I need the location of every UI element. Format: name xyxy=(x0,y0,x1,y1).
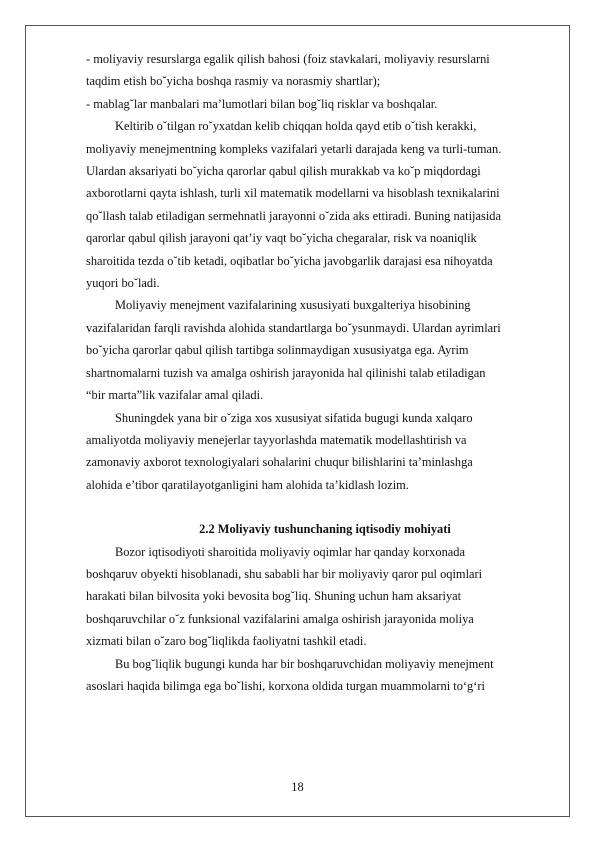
text-line: shartnomalarni tuzish va amalga oshirish jarayonida hal qilinishi talab etiladigan xyxy=(86,365,486,380)
text-line: Bu bog˘liqlik bugungi kunda har bir boshqaruvchidan moliyaviy menejment xyxy=(115,656,494,671)
text-line: moliyaviy menejmentning kompleks vazifalari yetarli darajada keng va turli-tuman. xyxy=(86,141,502,156)
text-line: alohida e’tibor qaratilayotganligini ham alohida ta’kidlash lozim. xyxy=(86,477,409,492)
page-number: 18 xyxy=(291,780,304,794)
text-line: qarorlar qabul qilish jarayoni qat’iy vaqt bo˘yicha chegaralar, risk va noaniqlik xyxy=(86,231,477,246)
text-line: sharoitida tezda o˘tib ketadi, oqibatlar bo˘yicha javobgarlik darajasi esa nihoyatda xyxy=(86,253,493,268)
text-line: vazifalaridan farqli ravishda alohida standartlarga bo˘ysunmaydi. Ulardan ayrimlari xyxy=(86,320,501,335)
text-line: Ulardan aksariyati bo˘yicha qarorlar qabul qilish murakkab va ko˘p miqdordagi xyxy=(86,164,481,179)
text-line: Bozor iqtisodiyoti sharoitida moliyaviy oqimlar har qanday korxonada xyxy=(115,544,465,559)
text-line: boshqaruv obyekti hisoblanadi, shu sababli har bir moliyaviy qaror pul oqimlari xyxy=(86,566,483,581)
text-line: “bir marta”lik vazifalar amal qiladi. xyxy=(86,388,264,403)
document-body xyxy=(86,48,554,697)
text-line: boshqaruvchilar o˘z funksional vazifalarini amalga oshirish jarayonida moliya xyxy=(86,611,474,626)
text-line: Keltirib o˘tilgan ro˘yxatdan kelib chiqqan holda qayd etib o˘tish kerakki, xyxy=(115,119,477,134)
text-line: taqdim etish bo˘yicha boshqa rasmiy va norasmiy shartlar); xyxy=(86,74,381,89)
text-line: Moliyaviy menejment vazifalarining xususiyati buxgalteriya hisobining xyxy=(115,298,471,313)
text-line: qo˘llash talab etiladigan sermehnatli jarayonni o˘zida aks ettiradi. Buning natijasida xyxy=(86,208,501,223)
text-line: xizmati bilan o˘zaro bog˘liqlikda faoliyatni tashkil etadi. xyxy=(86,634,367,649)
text-line: axborotlarni qayta ishlash, turli xil matematik modellarni va hisoblash texnikalarini xyxy=(86,186,500,201)
text-line: - moliyaviy resurslarga egalik qilish bahosi (foiz stavkalari, moliyaviy resurslarni xyxy=(86,52,490,66)
text-line: bo˘yicha qarorlar qabul qilish tartibga solinmaydigan xususiyatga ega. Ayrim xyxy=(86,343,469,358)
text-line: harakati bilan bilvosita yoki bevosita bog˘liq. Shuning uchun ham aksariyat xyxy=(86,589,462,604)
text-line: - mablag˘lar manbalari ma’lumotlari bilan bog˘liq risklar va boshqalar. xyxy=(86,96,438,111)
text-line: zamonaviy axborot texnologiyalari sohalarini chuqur bilishlarini ta’minlashga xyxy=(86,455,473,470)
section-heading: 2.2 Moliyaviy tushunchaning iqtisodiy mohiyati xyxy=(199,522,451,537)
text-line: yuqori bo˘ladi. xyxy=(86,276,160,291)
text-line: amaliyotda moliyaviy menejerlar tayyorlashda matematik modellashtirish va xyxy=(86,432,467,447)
text-line: Shuningdek yana bir o˘ziga xos xususiyat sifatida bugugi kunda xalqaro xyxy=(115,410,473,425)
text-line: asoslari haqida bilimga ega bo˘lishi, korxona oldida turgan muammolarni to‘g‘ri xyxy=(86,678,485,693)
